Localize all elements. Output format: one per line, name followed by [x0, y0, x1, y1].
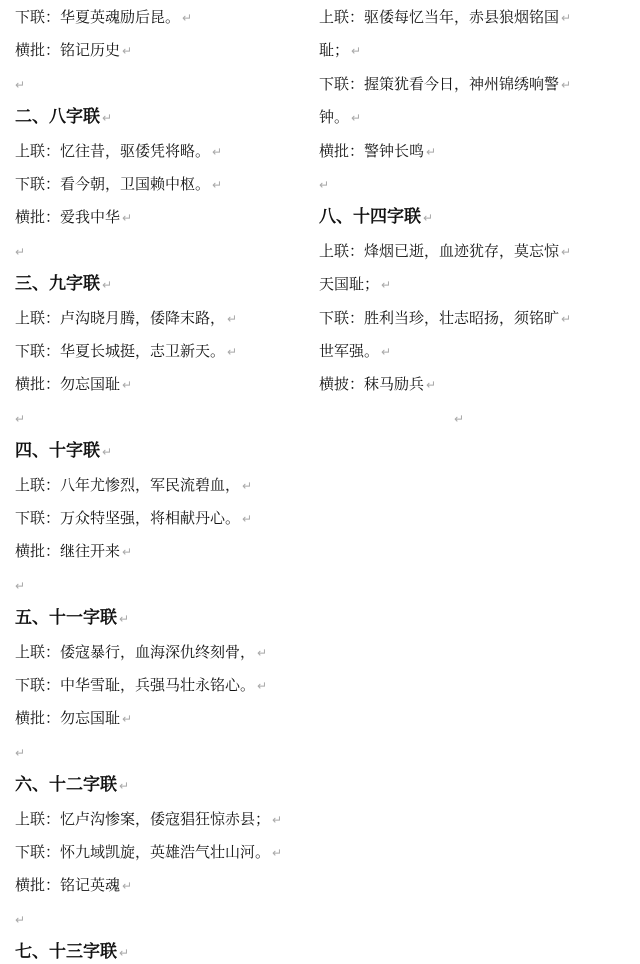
text-line [15, 707, 132, 730]
paragraph-mark-icon: ↵ [381, 278, 392, 293]
text-line [319, 240, 571, 263]
paragraph-mark-icon: ↵ [227, 311, 238, 326]
line-text: 上联：倭寇暴行，血海深仇终刻骨， [15, 642, 256, 661]
heading-text: 四、十字联 [15, 441, 100, 462]
text-line [319, 273, 391, 296]
line-text: 下联：万众特坚强，将相献丹心。 [15, 509, 241, 527]
text-line [319, 6, 571, 29]
text-line [15, 841, 282, 864]
paragraph-mark-icon: ↵ [227, 345, 238, 359]
line-text: 下联：华夏英魂励后昆。 [15, 8, 181, 26]
line-text: 下联：看今朝，卫国赖中枢。 [15, 175, 211, 193]
paragraph-mark-icon: ↵ [122, 545, 133, 560]
paragraph-mark-icon: ↵ [119, 946, 130, 961]
paragraph-mark-icon: ↵ [561, 77, 572, 92]
heading-text: 八、十四字联 [319, 207, 421, 228]
paragraph-mark-icon: ↵ [15, 77, 26, 92]
text-line [15, 474, 252, 497]
line-text: 横批：铭记历史 [15, 41, 121, 60]
text-line [15, 641, 267, 664]
heading-text: 二、八字联 [15, 107, 100, 128]
heading-text: 三、九字联 [15, 274, 100, 295]
paragraph-mark-icon: ↵ [102, 278, 113, 293]
heading-text: 五、十一字联 [15, 608, 117, 629]
paragraph-mark-icon: ↵ [319, 178, 330, 192]
line-text: 下联：华夏长城挺，志卫新天。 [15, 342, 226, 360]
trailing-paragraph [454, 407, 464, 430]
line-text: 上联：忆卢沟惨案，倭寇猖狂惊赤县； [15, 809, 271, 828]
text-line [15, 674, 267, 697]
paragraph-mark-icon: ↵ [272, 812, 283, 827]
heading-text: 七、十三字联 [15, 942, 117, 963]
paragraph-mark-icon: ↵ [15, 912, 26, 927]
section-heading [15, 774, 129, 797]
paragraph-mark-icon: ↵ [122, 44, 133, 59]
text-line [15, 206, 132, 229]
paragraph-mark-icon: ↵ [15, 244, 26, 259]
line-text: 世军强。 [319, 342, 380, 360]
line-text: 下联：胜利当珍，壮志昭扬，须铭旷 [319, 308, 560, 327]
line-text: 钟。 [319, 108, 350, 127]
line-text: 上联：烽烟已逝，血迹犹存，莫忘惊 [319, 241, 560, 260]
line-text: 横批：勿忘国耻 [15, 375, 121, 394]
text-line [15, 173, 222, 196]
text-line [319, 39, 361, 62]
section-heading [319, 206, 433, 229]
paragraph-mark-icon: ↵ [102, 111, 113, 126]
blank-paragraph [15, 240, 25, 263]
paragraph-mark-icon: ↵ [454, 411, 465, 426]
section-heading [15, 106, 112, 129]
text-line [15, 874, 132, 897]
text-line [15, 507, 252, 530]
line-text: 横批：铭记英魂 [15, 876, 121, 895]
text-line [319, 373, 436, 396]
text-line [15, 307, 237, 330]
paragraph-mark-icon: ↵ [351, 44, 362, 59]
section-heading [15, 440, 112, 463]
line-text: 横批：继往开来 [15, 542, 121, 561]
section-heading [15, 273, 112, 296]
blank-paragraph [319, 173, 329, 196]
paragraph-mark-icon: ↵ [351, 111, 362, 126]
paragraph-mark-icon: ↵ [212, 144, 223, 159]
text-line [319, 106, 361, 129]
paragraph-mark-icon: ↵ [423, 211, 434, 226]
text-line [15, 340, 237, 363]
paragraph-mark-icon: ↵ [257, 679, 268, 693]
paragraph-mark-icon: ↵ [257, 645, 268, 660]
line-text: 下联：握策犹看今日，神州锦绣响警 [319, 74, 560, 93]
line-text: 横批：爱我中华 [15, 208, 121, 227]
text-line [15, 39, 132, 62]
text-line [319, 73, 571, 96]
heading-text: 六、十二字联 [15, 775, 117, 796]
line-text: 耻； [319, 41, 350, 60]
text-line [319, 140, 436, 163]
paragraph-mark-icon: ↵ [561, 244, 572, 259]
text-line [319, 340, 391, 363]
line-text: 下联：中华雪耻，兵强马壮永铭心。 [15, 676, 256, 694]
text-line [15, 373, 132, 396]
text-line [15, 808, 282, 831]
paragraph-mark-icon: ↵ [561, 311, 572, 326]
blank-paragraph [15, 407, 25, 430]
paragraph-mark-icon: ↵ [119, 779, 130, 794]
text-line [15, 6, 192, 29]
paragraph-mark-icon: ↵ [122, 211, 133, 226]
paragraph-mark-icon: ↵ [426, 378, 437, 393]
line-text: 上联：卢沟晓月腾，倭降末路， [15, 308, 226, 327]
paragraph-mark-icon: ↵ [122, 712, 133, 727]
paragraph-mark-icon: ↵ [381, 345, 392, 359]
line-text: 横批：警钟长鸣 [319, 141, 425, 160]
paragraph-mark-icon: ↵ [272, 846, 283, 860]
paragraph-mark-icon: ↵ [561, 11, 572, 25]
text-line [15, 540, 132, 563]
paragraph-mark-icon: ↵ [242, 512, 253, 526]
line-text: 横批：勿忘国耻 [15, 709, 121, 728]
blank-paragraph [15, 574, 25, 597]
blank-paragraph [15, 908, 25, 931]
paragraph-mark-icon: ↵ [182, 11, 193, 25]
paragraph-mark-icon: ↵ [212, 178, 223, 192]
paragraph-mark-icon: ↵ [119, 612, 130, 627]
line-text: 上联：驱倭每忆当年，赤县狼烟铭国 [319, 8, 560, 26]
blank-paragraph [15, 741, 25, 764]
line-text: 横披：秣马励兵 [319, 375, 425, 394]
line-text: 下联：怀九域凯旋，英雄浩气壮山河。 [15, 843, 271, 861]
text-line [319, 307, 571, 330]
section-heading [15, 607, 129, 630]
paragraph-mark-icon: ↵ [15, 411, 26, 426]
paragraph-mark-icon: ↵ [426, 144, 437, 159]
paragraph-mark-icon: ↵ [102, 445, 113, 460]
text-line [15, 140, 222, 163]
blank-paragraph [15, 73, 25, 96]
line-text: 上联：忆往昔，驱倭凭将略。 [15, 141, 211, 160]
paragraph-mark-icon: ↵ [15, 578, 26, 593]
paragraph-mark-icon: ↵ [122, 879, 133, 894]
paragraph-mark-icon: ↵ [242, 478, 253, 493]
paragraph-mark-icon: ↵ [15, 745, 26, 760]
line-text: 上联：八年尤惨烈，军民流碧血， [15, 475, 241, 494]
line-text: 天国耻； [319, 275, 380, 294]
paragraph-mark-icon: ↵ [122, 378, 133, 393]
